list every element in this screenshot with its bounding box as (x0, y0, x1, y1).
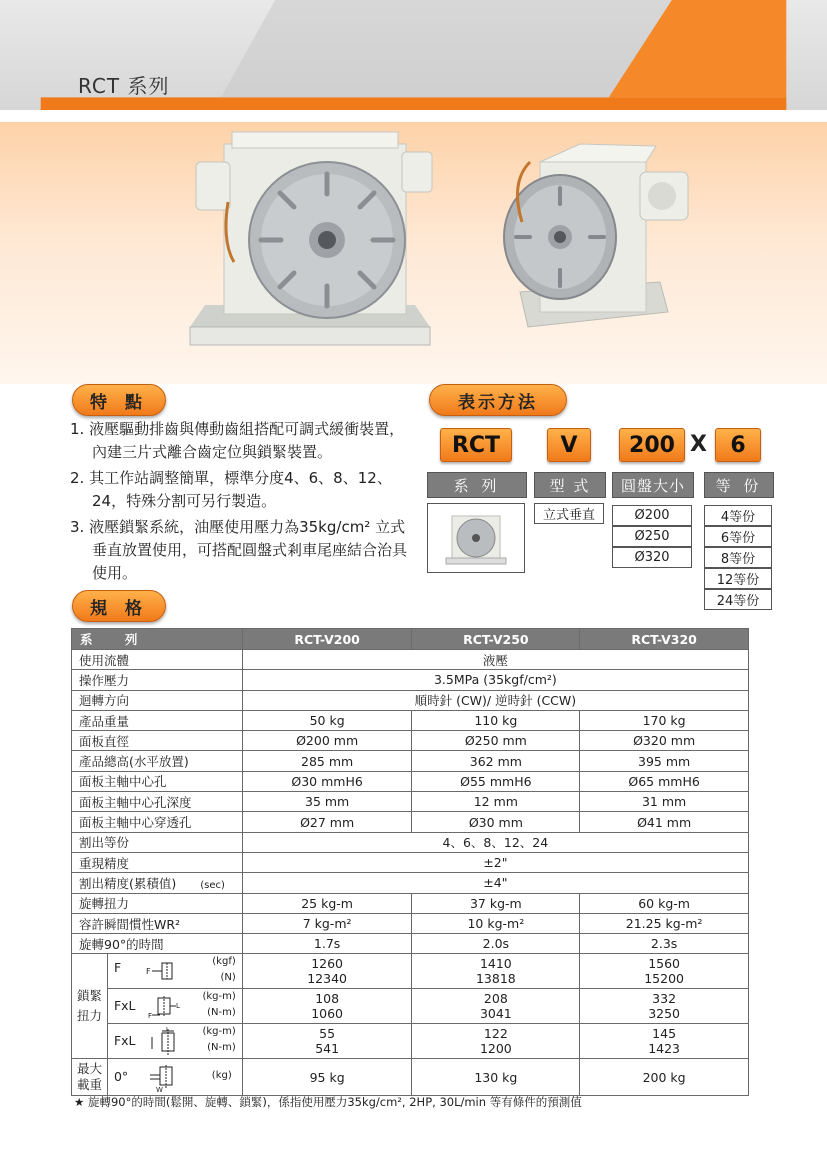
table-row (72, 913, 749, 933)
cell-v250: 110 kg (412, 710, 580, 730)
code-disc-size: 200 (619, 428, 685, 462)
table-row (72, 751, 749, 771)
row-label: 面板主軸中心孔 (72, 771, 243, 791)
cell-v200 (242, 989, 412, 1024)
cell-v250: Ø30 mm (412, 812, 580, 832)
feature-text: 液壓鎖緊系統，油壓使用壓力為35kg/cm² 立式垂直放置使用，可搭配圓盤式剎車尾座結合治具使用。 (89, 518, 408, 582)
disc-option-250: Ø250 (612, 526, 692, 547)
clamp-force-diagram-icon (146, 960, 186, 982)
row-value: 3.5MPa (35kgf/cm²) (242, 670, 748, 690)
cell-v200: 285 mm (242, 751, 412, 771)
value-kgm: 332 (652, 991, 677, 1007)
value-kgm: 145 (652, 1026, 677, 1042)
row-label: 面板直徑 (72, 731, 243, 751)
label-series: 系 列 (427, 472, 527, 498)
value-kgf: 1260 (311, 956, 344, 972)
svg-text:L: L (165, 1027, 170, 1034)
cell-v320: 2.3s (580, 934, 749, 954)
max-load-label-line2: 載重 (76, 1077, 102, 1093)
table-row (72, 690, 749, 710)
value-n: 15200 (644, 971, 684, 987)
feature-item-2 (70, 467, 410, 513)
division-option-12: 12等份 (704, 568, 772, 589)
row-label: 迴轉方向 (72, 690, 243, 710)
header-v200: RCT-V200 (242, 629, 412, 650)
code-divisions: 6 (715, 428, 761, 462)
row-label-text: 割出精度(累積值) (79, 875, 177, 891)
value-n: 13818 (475, 971, 516, 987)
cell-v200: Ø30 mmH6 (242, 771, 412, 791)
label-type: 型 式 (534, 472, 606, 498)
features-list (70, 418, 410, 588)
table-row (72, 731, 749, 751)
cell-v320: 60 kg-m (580, 893, 749, 913)
table-row (72, 670, 749, 690)
svg-text:L: L (175, 1002, 180, 1011)
spec-table (71, 628, 749, 1096)
cell-v250: 12 mm (412, 792, 580, 812)
value-kgf: 1410 (479, 956, 512, 972)
table-row (72, 852, 749, 872)
cell-v250: 362 mm (412, 751, 580, 771)
features-heading: 特 點 (72, 384, 166, 416)
disc-option-320: Ø320 (612, 547, 692, 568)
cell-v250: Ø250 mm (412, 731, 580, 751)
cell-v320: 31 mm (580, 792, 749, 812)
cell-v200: 50 kg (242, 710, 412, 730)
max-load-sym-cell (107, 1059, 242, 1096)
cell-v320 (580, 1024, 749, 1059)
table-row (72, 771, 749, 791)
rotary-table-left-image (190, 132, 432, 345)
cell-v200: Ø27 mm (242, 812, 412, 832)
value-nm: 1200 (479, 1041, 512, 1057)
clamp-label (72, 954, 108, 1059)
table-header-row (72, 629, 749, 650)
cell-v200: Ø200 mm (242, 731, 412, 751)
footnote: ★ 旋轉90°的時間(鬆開、旋轉、鎖緊)，係指使用壓力35kg/cm², 2HP, 30L/min 等有條件的預測值 (74, 1095, 582, 1109)
cell-v320: 170 kg (580, 710, 749, 730)
row-label: 面板主軸中心穿透孔 (72, 812, 243, 832)
row-label: 使用流體 (72, 650, 243, 670)
cell-v200: 35 mm (242, 792, 412, 812)
feature-text: 其工作站調整簡單，標準分度4、6、8、12、24，特殊分割可另行製造。 (89, 469, 392, 510)
table-row (72, 650, 749, 670)
designation-heading: 表示方法 (429, 384, 567, 416)
value-nm: 3250 (648, 1006, 681, 1022)
svg-text:F: F (147, 1012, 152, 1021)
clamp-unit2: (N-m) (207, 1007, 236, 1019)
clamp-sym-cell (107, 954, 242, 989)
cell-v200: 25 kg-m (242, 893, 412, 913)
page-title: RCT 系列 (78, 74, 170, 98)
division-option-6: 6等份 (704, 526, 772, 547)
cell-v320: 200 kg (580, 1059, 749, 1096)
cell-v250: 130 kg (412, 1059, 580, 1096)
table-row (72, 873, 749, 893)
clamp-label-line1: 鎖緊 (76, 988, 102, 1004)
table-row (72, 792, 749, 812)
svg-text:F: F (145, 967, 151, 977)
cell-v250 (412, 989, 580, 1024)
table-row (72, 710, 749, 730)
table-row (72, 893, 749, 913)
feature-number: 2. (70, 469, 85, 487)
clamp-label-line2: 扭力 (76, 1008, 102, 1024)
clamp-symbol: FxL (113, 998, 136, 1014)
clamp-row-fxl-vertical (72, 1024, 749, 1059)
svg-text:W: W (155, 1086, 163, 1094)
cell-v320: 395 mm (580, 751, 749, 771)
clamp-sym-cell (107, 989, 242, 1024)
row-value: 4、6、8、12、24 (242, 832, 748, 852)
cell-v200 (242, 1024, 412, 1059)
value-nm: 541 (315, 1041, 340, 1057)
division-option-24: 24等份 (704, 589, 772, 610)
cell-v200: 1.7s (242, 934, 412, 954)
type-option: 立式垂直 (534, 503, 604, 524)
row-label: 旋轉90°的時間 (72, 934, 243, 954)
row-label (72, 873, 243, 893)
cell-v250: Ø55 mmH6 (412, 771, 580, 791)
row-label: 割出等份 (72, 832, 243, 852)
feature-number: 1. (70, 420, 85, 438)
clamp-sym-cell (107, 1024, 242, 1059)
value-n: 12340 (307, 971, 347, 987)
value-nm: 1060 (311, 1006, 344, 1022)
feature-item-1 (70, 418, 410, 464)
max-load-label-line1: 最大 (76, 1061, 102, 1077)
code-type: V (547, 428, 591, 462)
value-kgm: 108 (315, 991, 340, 1007)
header-series: 系 列 (72, 629, 243, 650)
cell-v320: Ø320 mm (580, 731, 749, 751)
row-value: ±4" (242, 873, 748, 893)
header-v250: RCT-V250 (412, 629, 580, 650)
max-load-diagram-icon (144, 1063, 188, 1093)
clamp-unit1: (kg-m) (202, 1026, 236, 1038)
clamp-unit1: (kg-m) (202, 991, 236, 1003)
clamp-symbol: FxL (113, 1033, 136, 1049)
clamp-moment-horizontal-icon (146, 994, 190, 1020)
clamp-unit2: (N-m) (207, 1042, 236, 1054)
cell-v320: Ø65 mmH6 (580, 771, 749, 791)
max-load-label (72, 1059, 108, 1096)
clamp-unit1: (kgf) (212, 956, 236, 968)
row-label: 旋轉扭力 (72, 893, 243, 913)
cell-v250 (412, 1024, 580, 1059)
value-nm: 3041 (479, 1006, 512, 1022)
clamp-moment-vertical-icon (148, 1027, 188, 1057)
clamp-symbol: F (113, 960, 122, 976)
cell-v320 (580, 989, 749, 1024)
cell-v200: 7 kg-m² (242, 913, 412, 933)
rotary-table-thumbnail (436, 508, 516, 568)
disc-option-200: Ø200 (612, 505, 692, 526)
row-label: 面板主軸中心孔深度 (72, 792, 243, 812)
value-kgm: 208 (483, 991, 508, 1007)
cell-v320 (580, 954, 749, 989)
product-hero (0, 122, 827, 384)
cell-v320: Ø41 mm (580, 812, 749, 832)
row-label: 產品總高(水平放置) (72, 751, 243, 771)
cell-v250: 10 kg-m² (412, 913, 580, 933)
feature-item-3 (70, 516, 410, 585)
cell-v200 (242, 954, 412, 989)
table-row (72, 812, 749, 832)
cell-v250 (412, 954, 580, 989)
cell-v200: 95 kg (242, 1059, 412, 1096)
code-series: RCT (440, 428, 512, 462)
value-kgm: 55 (319, 1026, 336, 1042)
feature-text: 液壓驅動排齒與傳動齒組搭配可調式緩衝裝置，內建三片式離合齒定位與鎖緊裝置。 (89, 420, 405, 461)
row-label: 產品重量 (72, 710, 243, 730)
value-nm: 1423 (648, 1041, 681, 1057)
spec-heading: 規 格 (72, 590, 166, 622)
code-x-symbol: X (690, 431, 707, 457)
cell-v250: 37 kg-m (412, 893, 580, 913)
label-disc-size: 圓盤大小 (612, 472, 694, 498)
max-load-unit: (kg) (211, 1070, 232, 1082)
row-value: 液壓 (242, 650, 748, 670)
row-value: ±2" (242, 852, 748, 872)
cell-v320: 21.25 kg-m² (580, 913, 749, 933)
clamp-row-fxl-horizontal (72, 989, 749, 1024)
cell-v250: 2.0s (412, 934, 580, 954)
series-thumbnail-image (427, 503, 525, 573)
row-unit: (sec) (200, 879, 225, 891)
label-divisions: 等 份 (704, 472, 774, 498)
table-row (72, 934, 749, 954)
division-option-4: 4等份 (704, 505, 772, 526)
value-kgf: 1560 (648, 956, 681, 972)
product-illustration (0, 122, 827, 384)
row-label: 操作壓力 (72, 670, 243, 690)
rotary-table-right-image (504, 144, 688, 327)
value-kgm: 122 (483, 1026, 508, 1042)
row-label: 重現精度 (72, 852, 243, 872)
row-value: 順時針 (CW)/ 逆時針 (CCW) (242, 690, 748, 710)
header-v320: RCT-V320 (580, 629, 749, 650)
division-option-8: 8等份 (704, 547, 772, 568)
clamp-unit2: (N) (220, 972, 236, 984)
max-load-symbol: 0° (113, 1069, 129, 1085)
row-label: 容許瞬間慣性WR² (72, 913, 243, 933)
max-load-row (72, 1059, 749, 1096)
clamp-row-f (72, 954, 749, 989)
table-row (72, 832, 749, 852)
feature-number: 3. (70, 518, 85, 536)
